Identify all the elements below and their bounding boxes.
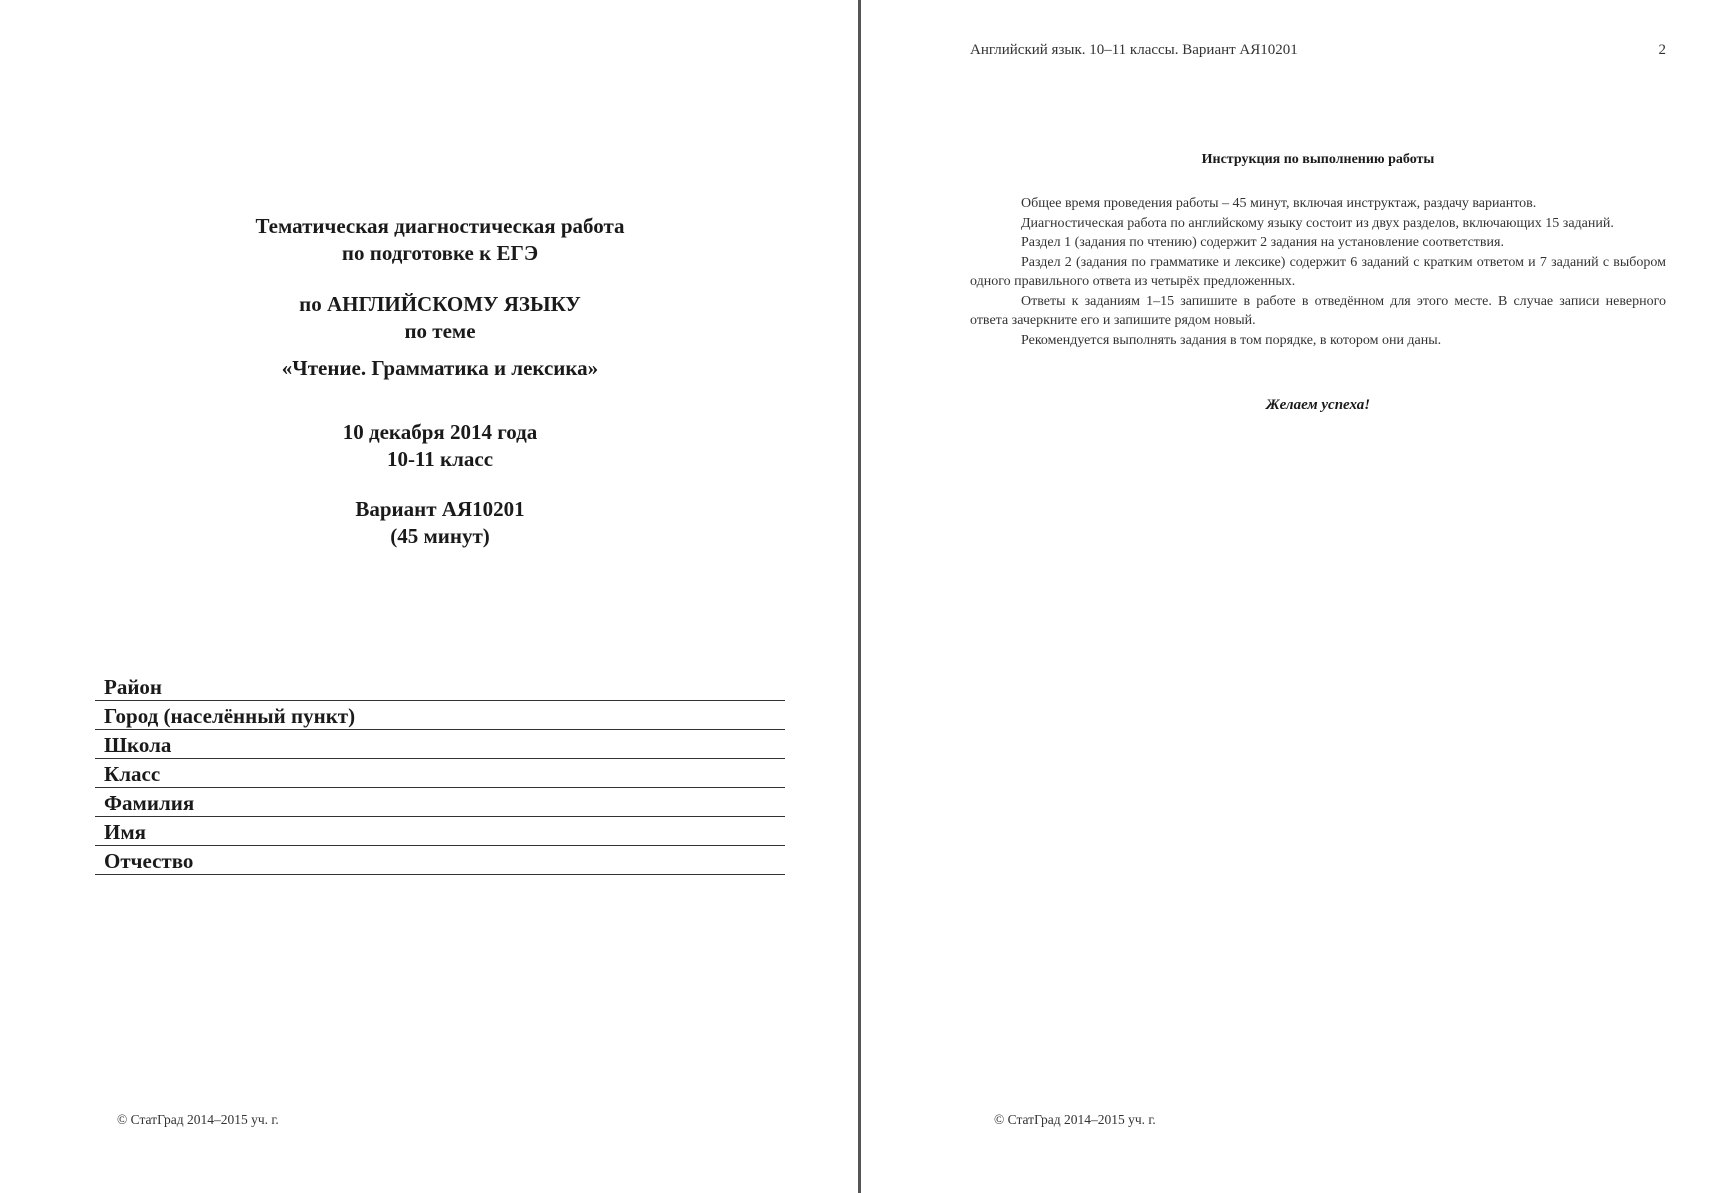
- copyright-footer: © СтатГрад 2014–2015 уч. г.: [994, 1112, 1156, 1127]
- copyright-footer: © СтатГрад 2014–2015 уч. г.: [117, 1112, 279, 1127]
- date-block: [60, 419, 820, 473]
- form-label: Отчество: [104, 849, 194, 873]
- form-label: Имя: [104, 820, 146, 844]
- form-label: Класс: [104, 762, 161, 786]
- form-label: Город (населённый пункт): [104, 704, 356, 728]
- topic-title: «Чтение. Грамматика и лексика»: [281, 356, 599, 380]
- page-divider: [858, 0, 861, 1193]
- exam-grade: 10-11 класс: [386, 447, 494, 471]
- duration-label: (45 минут): [390, 524, 490, 548]
- closing-wish: Желаем успеха!: [1265, 397, 1371, 413]
- instruction-paragraph: Ответы к заданиям 1–15 запишите в работе в отведённом для этого месте. В случае записи неверного ответа зачеркните его и запишите рядом новый.: [970, 293, 1666, 328]
- topic-prefix: по теме: [404, 319, 476, 343]
- instruction-paragraph: Раздел 2 (задания по грамматике и лексике) содержит 6 заданий с кратким ответом и 7 заданий с выбором одного правильного ответа из четырёх предложенных.: [970, 254, 1666, 289]
- page-number: 2: [1658, 42, 1666, 58]
- instructions-page: [862, 0, 1716, 1193]
- variant-label: Вариант АЯ10201: [355, 497, 525, 521]
- running-header: Английский язык. 10–11 классы. Вариант АЯ10201: [970, 42, 1298, 58]
- exam-date: 10 декабря 2014 года: [342, 420, 538, 444]
- instruction-paragraph: Раздел 1 (задания по чтению) содержит 2 задания на установление соответствия.: [1021, 235, 1504, 250]
- title-line-1: Тематическая диагностическая работа: [255, 214, 625, 238]
- form-label: Фамилия: [104, 791, 195, 815]
- form-row-surname[interactable]: [95, 788, 785, 817]
- instructions-body: [970, 194, 1666, 350]
- subject-block: [60, 291, 820, 345]
- form-row-city[interactable]: [95, 701, 785, 730]
- form-row-class[interactable]: [95, 759, 785, 788]
- form-row-name[interactable]: [95, 817, 785, 846]
- instruction-paragraph: Общее время проведения работы – 45 минут, включая инструктаж, раздачу вариантов.: [1021, 196, 1537, 211]
- form-row-school[interactable]: [95, 730, 785, 759]
- instruction-paragraph: Рекомендуется выполнять задания в том порядке, в котором они даны.: [1021, 332, 1442, 348]
- form-label: Школа: [104, 733, 172, 757]
- variant-block: [60, 496, 820, 550]
- student-info-form: [95, 672, 785, 875]
- form-label: Район: [104, 675, 163, 699]
- instructions-title: Инструкция по выполнению работы: [1201, 152, 1435, 167]
- title-line-2: по подготовке к ЕГЭ: [341, 241, 539, 265]
- form-row-patronymic[interactable]: [95, 846, 785, 875]
- instruction-paragraph: Диагностическая работа по английскому языку состоит из двух разделов, включающих 15 заданий.: [1021, 215, 1614, 231]
- form-row-district[interactable]: [95, 672, 785, 701]
- title-block: [60, 213, 820, 267]
- subject-line: по АНГЛИЙСКОМУ ЯЗЫКУ: [299, 292, 581, 316]
- topic-block: [60, 355, 820, 382]
